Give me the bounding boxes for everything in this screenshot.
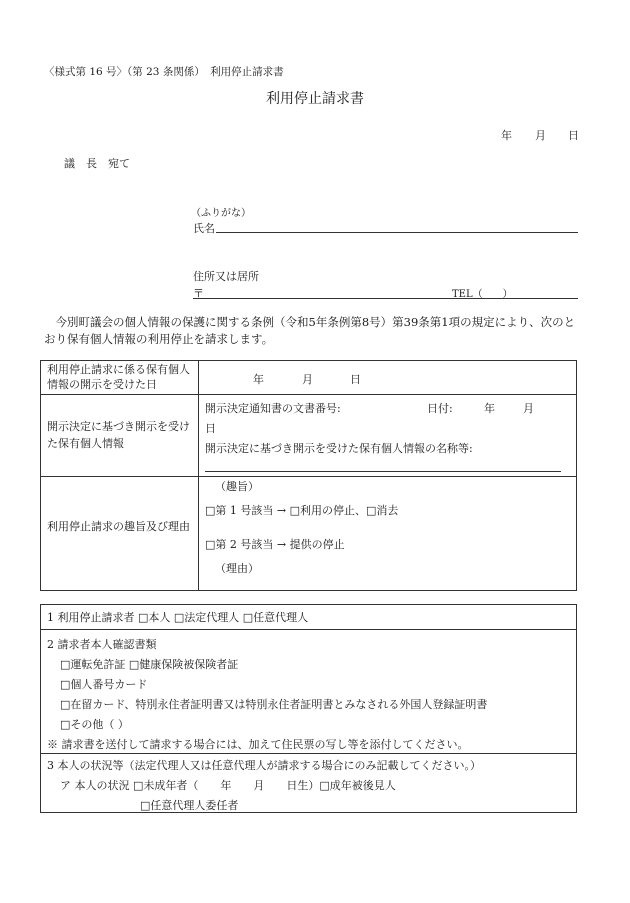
principal-status-heading: 3 本人の状況等（法定代理人又は任意代理人が請求する場合にのみ記載してください。） [47, 759, 481, 772]
disclosed-info-label: 開示決定に基づき開示を受けた保有個人情報 [47, 420, 190, 450]
info-name-line[interactable] [205, 471, 561, 472]
date-year-label: 年 [501, 129, 512, 142]
date-month-label: 月 [535, 129, 546, 142]
info-name-label: 開示決定に基づき開示を受けた保有個人情報の名称等: [205, 442, 473, 455]
doc-date-month[interactable]: 月 [523, 402, 534, 415]
purpose-reason-label: 利用停止請求の趣旨及び理由 [47, 520, 190, 533]
address-label: 住所又は居所 [193, 270, 259, 283]
page-title: 利用停止請求書 [266, 91, 364, 107]
reason-heading: （理由） [215, 562, 259, 575]
principal-status-row[interactable]: ア 本人の状況 □未成年者（ 年 月 日生）□成年被後見人 [60, 779, 396, 792]
name-field-line[interactable] [216, 232, 578, 233]
item1-checkbox[interactable]: □第 1 号該当 → □利用の停止、□消去 [205, 504, 399, 517]
tel-label: TEL（ ） [452, 289, 513, 300]
doc-date-year[interactable]: 年 [484, 402, 495, 415]
id-option-license-insurance[interactable]: □運転免許証 □健康保険被保険者証 [60, 658, 239, 671]
principal-status-delegator[interactable]: □任意代理人委任者 [140, 799, 239, 812]
disclosure-day[interactable]: 日 [350, 373, 361, 386]
section-divider-1 [40, 629, 577, 630]
furigana-label: （ふりがな） [191, 208, 251, 219]
section-divider-2 [40, 753, 577, 754]
disclosure-year[interactable]: 年 [253, 373, 264, 386]
disclosure-date-label: 利用停止請求に係る保有個人情報の開示を受けた日 [47, 363, 190, 391]
row-divider-2 [40, 476, 577, 477]
request-statement: 今別町議会の個人情報の保護に関する条例（令和5年条例第8号）第39条第1項の規定により、次のとおり保有個人情報の利用停止を請求します。 [44, 315, 576, 346]
address-field-line[interactable] [193, 298, 578, 299]
addressee: 議 長 宛て [64, 157, 130, 170]
item2-checkbox[interactable]: □第 2 号該当 → 提供の停止 [205, 538, 345, 551]
purpose-heading: （趣旨） [215, 480, 259, 493]
form-reference: 〈様式第 16 号〉（第 23 条関係） 利用停止請求書 [44, 66, 284, 78]
id-option-residence-card[interactable]: □在留カード、特別永住者証明書又は特別永住者証明書とみなされる外国人登録証明書 [60, 698, 488, 711]
postal-mark: 〒 [193, 287, 204, 300]
name-label: 氏名 [193, 222, 215, 235]
disclosure-month[interactable]: 月 [302, 373, 313, 386]
id-option-other[interactable]: □その他（ ） [60, 718, 129, 731]
requester-type-row[interactable]: 1 利用停止請求者 □本人 □法定代理人 □任意代理人 [47, 611, 309, 624]
id-documents-heading: 2 請求者本人確認書類 [47, 638, 157, 651]
doc-number-label: 開示決定通知書の文書番号: [205, 402, 341, 415]
row-divider-1 [40, 394, 577, 395]
mailing-note: ※ 請求書を送付して請求する場合には、加えて住民票の写し等を添付してください。 [47, 738, 469, 751]
doc-date-day[interactable]: 日 [205, 422, 216, 435]
doc-date-label: 日付: [427, 402, 453, 415]
date-day-label: 日 [568, 129, 579, 142]
id-option-mynumber[interactable]: □個人番号カード [60, 678, 148, 691]
